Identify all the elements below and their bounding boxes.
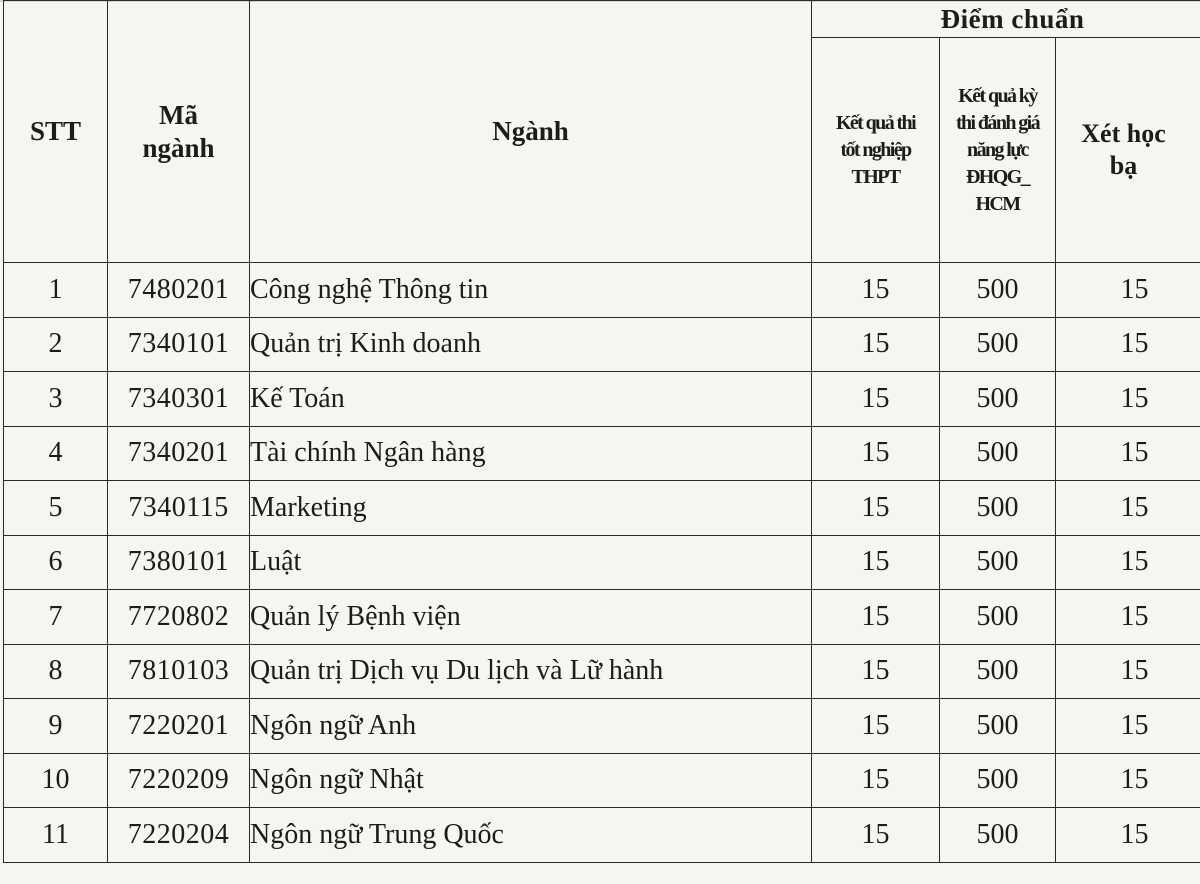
cell-major-name: Tài chính Ngân hàng: [250, 426, 812, 481]
cell-major-code: 7340101: [108, 317, 250, 372]
cell-thpt-score: 15: [812, 372, 940, 427]
cell-thpt-score: 15: [812, 590, 940, 645]
cell-major-code: 7340301: [108, 372, 250, 427]
header-aptitude-test-result: Kết quả kỳ thi đánh giá năng lực ĐHQG_ HCM: [940, 38, 1056, 263]
table-row: [4, 753, 1200, 808]
cell-major-name: Quản lý Bệnh viện: [250, 590, 812, 645]
cell-stt: 4: [4, 426, 108, 481]
cell-major-name: Công nghệ Thông tin: [250, 263, 812, 318]
table-row: [4, 535, 1200, 590]
cell-major-name: Kế Toán: [250, 372, 812, 427]
cell-major-code: 7380101: [108, 535, 250, 590]
cell-stt: 8: [4, 644, 108, 699]
cell-transcript-score: 15: [1056, 535, 1200, 590]
cell-transcript-score: 15: [1056, 426, 1200, 481]
cell-major-code: 7340201: [108, 426, 250, 481]
table-row: [4, 426, 1200, 481]
header-row-top: [4, 1, 1200, 38]
cell-major-code: 7340115: [108, 481, 250, 536]
cell-aptitude-score: 500: [940, 535, 1056, 590]
cell-aptitude-score: 500: [940, 590, 1056, 645]
header-stt: STT: [4, 1, 108, 263]
cell-thpt-score: 15: [812, 481, 940, 536]
cell-major-code: 7480201: [108, 263, 250, 318]
table-row: [4, 808, 1200, 863]
cell-major-name: Marketing: [250, 481, 812, 536]
cell-major-name: Luật: [250, 535, 812, 590]
cell-major-code: 7220201: [108, 699, 250, 754]
cell-thpt-score: 15: [812, 263, 940, 318]
cell-transcript-score: 15: [1056, 481, 1200, 536]
cell-thpt-score: 15: [812, 753, 940, 808]
cell-stt: 2: [4, 317, 108, 372]
cell-major-code: 7810103: [108, 644, 250, 699]
cell-major-code: 7220204: [108, 808, 250, 863]
cell-thpt-score: 15: [812, 426, 940, 481]
table-row: [4, 481, 1200, 536]
table-row: [4, 590, 1200, 645]
cell-transcript-score: 15: [1056, 753, 1200, 808]
cell-stt: 5: [4, 481, 108, 536]
header-major-code: Mã ngành: [108, 1, 250, 263]
cell-major-code: 7220209: [108, 753, 250, 808]
admission-score-table: [3, 0, 1200, 863]
cell-thpt-score: 15: [812, 535, 940, 590]
table-row: [4, 699, 1200, 754]
cell-aptitude-score: 500: [940, 481, 1056, 536]
cell-transcript-score: 15: [1056, 590, 1200, 645]
cell-stt: 11: [4, 808, 108, 863]
table-body: [4, 263, 1200, 863]
cell-major-name: Ngôn ngữ Nhật: [250, 753, 812, 808]
cell-major-name: Ngôn ngữ Trung Quốc: [250, 808, 812, 863]
cell-stt: 3: [4, 372, 108, 427]
header-benchmark-score: Điểm chuẩn: [812, 1, 1200, 38]
cell-aptitude-score: 500: [940, 699, 1056, 754]
header-transcript-review: Xét học bạ: [1056, 38, 1200, 263]
cell-transcript-score: 15: [1056, 699, 1200, 754]
cell-thpt-score: 15: [812, 699, 940, 754]
cell-aptitude-score: 500: [940, 753, 1056, 808]
cell-stt: 7: [4, 590, 108, 645]
cell-transcript-score: 15: [1056, 808, 1200, 863]
cell-aptitude-score: 500: [940, 372, 1056, 427]
cell-stt: 10: [4, 753, 108, 808]
cell-major-name: Ngôn ngữ Anh: [250, 699, 812, 754]
header-major: Ngành: [250, 1, 812, 263]
cell-aptitude-score: 500: [940, 808, 1056, 863]
cell-thpt-score: 15: [812, 808, 940, 863]
cell-thpt-score: 15: [812, 644, 940, 699]
cell-thpt-score: 15: [812, 317, 940, 372]
cell-aptitude-score: 500: [940, 317, 1056, 372]
cell-transcript-score: 15: [1056, 317, 1200, 372]
cell-aptitude-score: 500: [940, 263, 1056, 318]
cell-stt: 9: [4, 699, 108, 754]
cell-major-name: Quản trị Kinh doanh: [250, 317, 812, 372]
cell-major-name: Quản trị Dịch vụ Du lịch và Lữ hành: [250, 644, 812, 699]
cell-major-code: 7720802: [108, 590, 250, 645]
header-thpt-result: Kết quả thi tốt nghiệp THPT: [812, 38, 940, 263]
table-row: [4, 263, 1200, 318]
table-row: [4, 644, 1200, 699]
table-row: [4, 372, 1200, 427]
table-row: [4, 317, 1200, 372]
cell-transcript-score: 15: [1056, 372, 1200, 427]
cell-stt: 6: [4, 535, 108, 590]
cell-stt: 1: [4, 263, 108, 318]
cell-aptitude-score: 500: [940, 644, 1056, 699]
cell-transcript-score: 15: [1056, 644, 1200, 699]
cell-transcript-score: 15: [1056, 263, 1200, 318]
cell-aptitude-score: 500: [940, 426, 1056, 481]
